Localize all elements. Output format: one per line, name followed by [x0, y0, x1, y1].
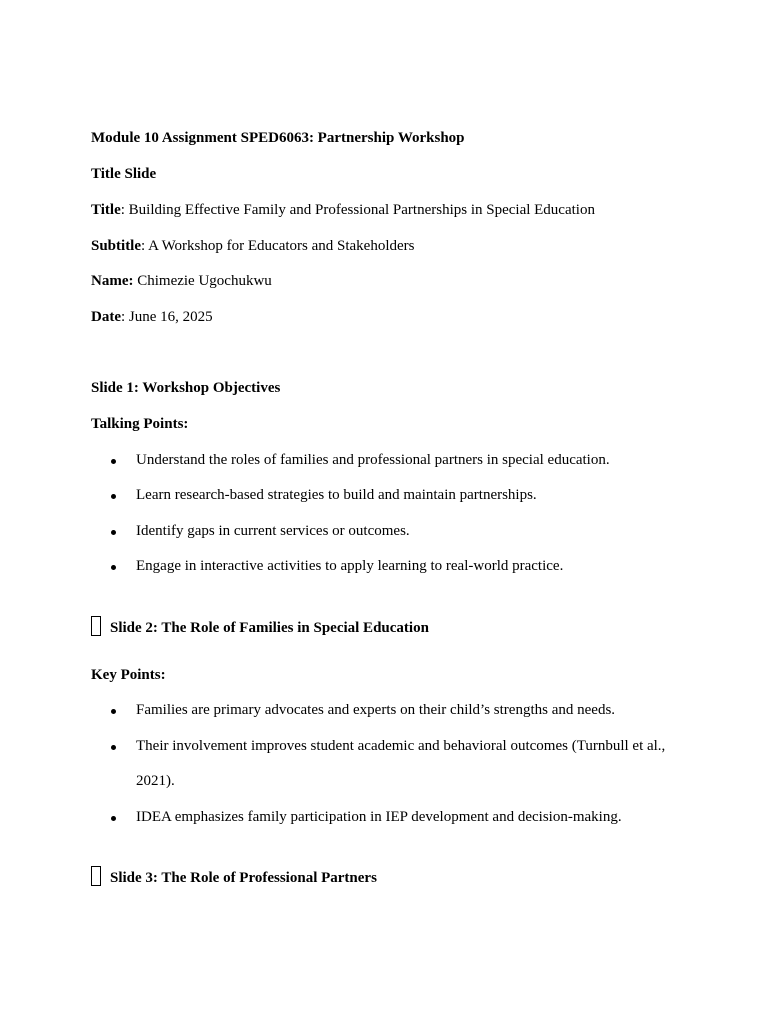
date-line — [91, 308, 213, 326]
title-line — [91, 201, 595, 219]
bullet-icon — [111, 530, 116, 535]
name-label: Name: — [91, 273, 134, 289]
bullet-icon — [111, 494, 116, 499]
document-heading: Module 10 Assignment SPED6063: Partnership Workshop — [91, 130, 465, 146]
name-value: Chimezie Ugochukwu — [133, 273, 272, 289]
list-item-text: Their involvement improves student academic and behavioral outcomes (Turnbull et al., — [136, 738, 666, 754]
bullet-icon — [111, 709, 116, 714]
bullet-icon — [111, 745, 116, 750]
list-item-text: Identify gaps in current services or outcomes. — [136, 523, 410, 539]
subtitle-label: Subtitle — [91, 238, 142, 254]
title-label: Title — [91, 202, 121, 218]
list-item-text: Learn research-based strategies to build and maintain partnerships. — [136, 487, 537, 503]
slide2-heading: Slide 2: The Role of Families in Special Education — [110, 620, 429, 636]
list-item-text: Engage in interactive activities to apply learning to real-world practice. — [136, 558, 564, 574]
title-value: : Building Effective Family and Professional Partnerships in Special Education — [120, 202, 595, 218]
slide2-subheading: Key Points: — [91, 667, 166, 683]
bullet-icon — [111, 459, 116, 464]
bullet-icon — [111, 816, 116, 821]
missing-glyph-icon — [91, 866, 101, 886]
slide3-heading: Slide 3: The Role of Professional Partners — [110, 870, 377, 886]
missing-glyph-icon — [91, 616, 101, 636]
list-item-text-continuation: 2021). — [136, 773, 175, 789]
slide1-heading: Slide 1: Workshop Objectives — [91, 380, 281, 396]
list-item-text: Families are primary advocates and experts on their child’s strengths and needs. — [136, 702, 616, 718]
list-item-text: Understand the roles of families and professional partners in special education. — [136, 452, 610, 468]
name-line — [91, 272, 272, 290]
slide1-subheading: Talking Points: — [91, 416, 189, 432]
subtitle-value: : A Workshop for Educators and Stakeholders — [141, 238, 415, 254]
subtitle-line — [91, 237, 415, 255]
date-label: Date — [91, 309, 121, 325]
list-item-text: IDEA emphasizes family participation in IEP development and decision-making. — [136, 809, 622, 825]
title-slide-label: Title Slide — [91, 166, 157, 182]
bullet-icon — [111, 565, 116, 570]
date-value: : June 16, 2025 — [121, 309, 213, 325]
